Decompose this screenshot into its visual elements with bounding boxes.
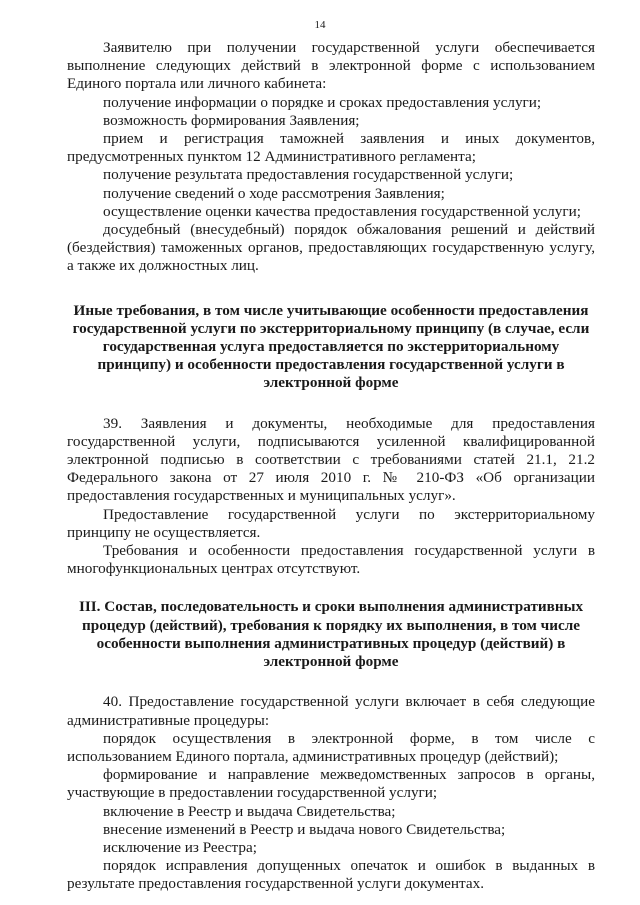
chapter-heading: III. Состав, последовательность и сроки выполнения административных процедур (действий), требования к порядку их выполнения, в том числе особенности выполнения административных процедур (действий) в электронной форме [78, 598, 584, 671]
paragraph: Предоставление государственной услуги по экстерриториальному принципу не осуществляется. [67, 505, 595, 541]
list-item: осуществление оценки качества предоставления государственной услуги; [103, 202, 581, 220]
list-item: порядок исправления допущенных опечаток и ошибок в выданных в результате предоставления государственной услуги документах. [67, 857, 595, 893]
paragraph: Заявителю при получении государственной услуги обеспечивается выполнение следующих действий в электронной форме с использованием Единого портала или личного кабинета: [67, 39, 595, 93]
list-item: возможность формирования Заявления; [103, 111, 360, 129]
list-item: получение результата предоставления государственной услуги; [103, 166, 514, 184]
list-item: порядок осуществления в электронной форме, в том числе с использованием Единого портала, административных процедур (действий); [67, 729, 595, 765]
page-content [67, 39, 595, 894]
list-item: получение информации о порядке и сроках предоставления услуги; [103, 93, 542, 111]
list-item: досудебный (внесудебный) порядок обжалования решений и действий (бездействия) таможенных органов, предоставляющих государственную услугу, а также их должностных лиц. [67, 221, 595, 275]
paragraph: Требования и особенности предоставления государственной услуги в многофункциональных центрах отсутствуют. [67, 542, 595, 578]
list-item: внесение изменений в Реестр и выдача нового Свидетельства; [103, 820, 506, 838]
list-item: прием и регистрация таможней заявления и иных документов, предусмотренных пунктом 12 Административного регламента; [67, 130, 595, 166]
section-heading: Иные требования, в том числе учитывающие особенности предоставления государственной услуги по экстерриториальному принципу (в случае, если государственная услуга предоставляется по экстерриториальному принципу) и особенности предоставления государственной услуги в электронной форме [72, 301, 590, 392]
list-item: исключение из Реестра; [103, 838, 257, 856]
page-number: 14 [314, 19, 326, 31]
list-item: получение сведений о ходе рассмотрения Заявления; [103, 184, 445, 202]
paragraph: 39. Заявления и документы, необходимые для предоставления государственной услуги, подписываются усиленной квалифицированной электронной подписью в соответствии с требованиями статей 21.1, 21.2 Федерального закона от 27 июля 2010 г. № 210-ФЗ «Об организации предоставления государственных и муниципальных услуг». [67, 414, 595, 505]
list-item: включение в Реестр и выдача Свидетельства; [103, 802, 396, 820]
list-item: формирование и направление межведомственных запросов в органы, участвующие в предоставлении государственной услуги; [67, 766, 595, 802]
paragraph: 40. Предоставление государственной услуги включает в себя следующие административные процедуры: [67, 693, 595, 729]
